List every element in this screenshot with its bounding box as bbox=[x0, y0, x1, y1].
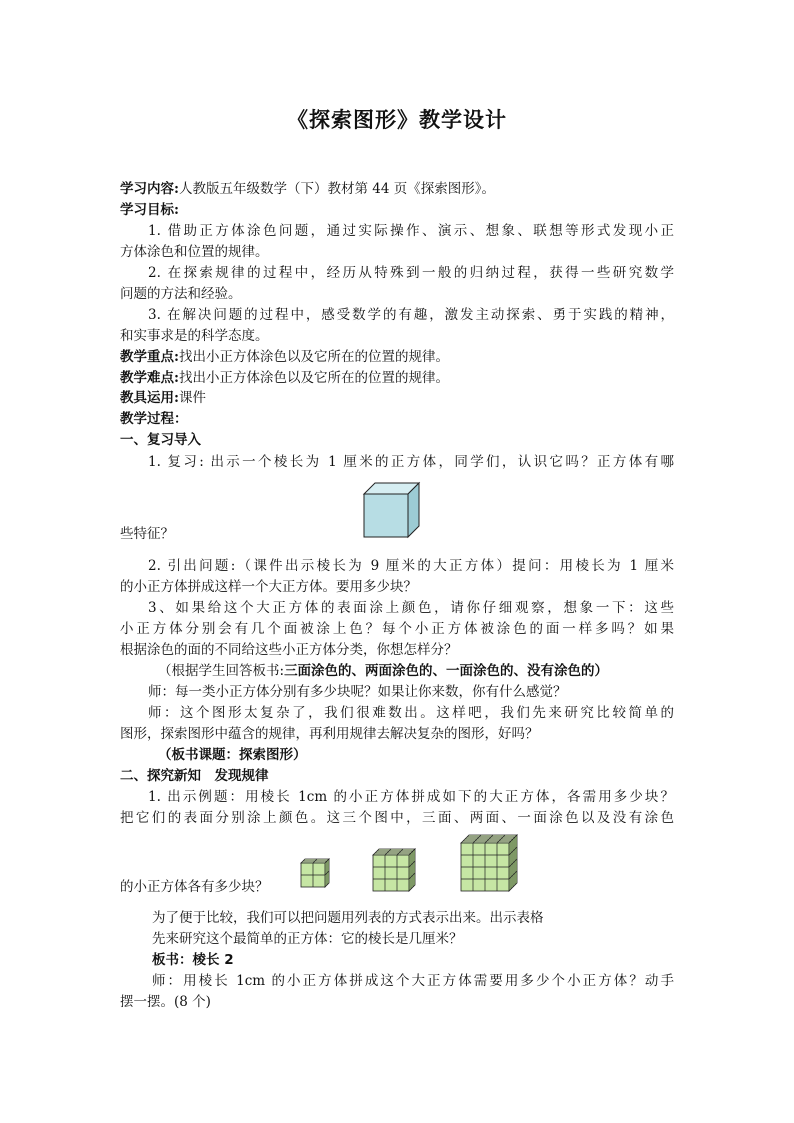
cube-3x3-icon bbox=[372, 848, 420, 892]
tools-line bbox=[120, 388, 206, 408]
paragraph-10: 先来研究这个最简单的正方体：它的棱长是几厘米？ bbox=[152, 931, 463, 947]
board-edge-line: 板书：棱长 2 bbox=[152, 952, 234, 968]
paragraph-12-line-a: 师：用棱长 1cm 的小正方体拼成这个大正方体需要用多少个小正方体？动手 bbox=[152, 973, 674, 989]
section-heading-2: 二、探究新知 发现规律 bbox=[120, 768, 269, 784]
goal3-line-a: 3. 在解决问题的过程中，感受数学的有趣，激发主动探索、勇于实践的精神， bbox=[148, 307, 674, 323]
paragraph-2-line-b: 的小正方体拼成这样一个大正方体。要用多少块？ bbox=[120, 579, 417, 595]
cube-4x4-icon bbox=[460, 834, 524, 892]
key-point-line bbox=[120, 347, 449, 367]
goal2-line-a: 2. 在探索规律的过程中，经历从特殊到一般的归纳过程，获得一些研究数学 bbox=[148, 265, 674, 281]
board-answer-bold: 三面涂色的、两面涂色的、一面涂色的、没有涂色的） bbox=[284, 663, 609, 679]
key-point-text: 找出小正方体涂色以及它所在的位置的规律。 bbox=[178, 349, 449, 365]
paragraph-8-line-b: 把它们的表面分别涂上颜色。这三个图中，三面、两面、一面涂色以及没有涂色 bbox=[120, 810, 674, 826]
paragraph-9: 为了便于比较，我们可以把问题用列表的方式表示出来。出示表格 bbox=[152, 910, 544, 926]
paragraph-1-line-b: 些特征？ bbox=[120, 526, 174, 542]
paragraph-6-line-b: 图形，探索图形中蕴含的规律，再利用规律去解决复杂的图形，好吗？ bbox=[120, 726, 539, 742]
paragraph-5: 师：每一类小正方体分别有多少块呢？如果让你来数，你有什么感觉？ bbox=[148, 684, 567, 700]
goals-label: 学习目标: bbox=[120, 202, 179, 218]
content-label: 学习内容: bbox=[120, 181, 179, 197]
cube-2x2-icon bbox=[300, 858, 334, 892]
board-answer-prefix: （根据学生回答板书: bbox=[158, 663, 285, 679]
cube-top-face bbox=[373, 849, 415, 855]
paragraph-3-line-a: 3、如果给这个大正方体的表面涂上颜色，请你仔细观察，想象一下：这些 bbox=[148, 600, 674, 616]
goal3-line-b: 和实事求是的科学态度。 bbox=[120, 328, 269, 344]
tools-label: 教具运用: bbox=[120, 390, 179, 406]
paragraph-2-line-a: 2. 引出问题:（课件出示棱长为 9 厘米的大正方体）提问：用棱长为 1 厘米 bbox=[148, 558, 674, 574]
key-point-label: 教学重点: bbox=[120, 349, 179, 365]
cube-front-face bbox=[373, 855, 409, 891]
difficulty-line bbox=[120, 368, 449, 388]
cube-side-face bbox=[409, 849, 415, 891]
paragraph-1-line-a: 1. 复习: 出示一个棱长为 1 厘米的正方体，同学们，认识它吗？正方体有哪 bbox=[148, 454, 674, 470]
tools-text: 课件 bbox=[178, 390, 206, 406]
paragraph-6-line-a: 师：这个图形太复杂了，我们很难数出。这样吧，我们先来研究比较简单的 bbox=[148, 705, 674, 721]
paragraph-8-line-a: 1. 出示例题：用棱长 1cm 的小正方体拼成如下的大正方体，各需用多少块？ bbox=[148, 789, 674, 805]
paragraph-12-line-b: 摆一摆。(8 个) bbox=[120, 994, 211, 1010]
cube-front-face bbox=[364, 494, 408, 537]
paragraph-3-line-c: 根据涂色的面的不同给这些小正方体分类，你想怎样分？ bbox=[120, 642, 458, 658]
paragraph-8-line-c: 的小正方体各有多少块？ bbox=[120, 879, 269, 895]
content-line bbox=[120, 179, 495, 199]
goal2-line-b: 问题的方法和经验。 bbox=[120, 286, 242, 302]
board-answer-line bbox=[158, 661, 608, 681]
difficulty-text: 找出小正方体涂色以及它所在的位置的规律。 bbox=[178, 370, 449, 386]
difficulty-label: 教学难点: bbox=[120, 370, 179, 386]
goal1-line-a: 1. 借助正方体涂色问题，通过实际操作、演示、想象、联想等形式发现小正 bbox=[148, 223, 674, 239]
process-label: 教学过程： bbox=[120, 411, 188, 427]
goal1-line-b: 方体涂色和位置的规律。 bbox=[120, 244, 269, 260]
content-text: 人教版五年级数学（下）教材第 44 页《探索图形》。 bbox=[178, 181, 495, 197]
cube-icon bbox=[362, 482, 422, 540]
paragraph-3-line-b: 小正方体分别会有几个面被涂上色？每个小正方体被涂色的面一样多吗？如果 bbox=[120, 621, 674, 637]
board-title-line: （板书课题：探索图形） bbox=[158, 747, 307, 763]
section-heading-1: 一、复习导入 bbox=[120, 432, 201, 448]
document-title: 《探索图形》教学设计 bbox=[287, 107, 507, 132]
